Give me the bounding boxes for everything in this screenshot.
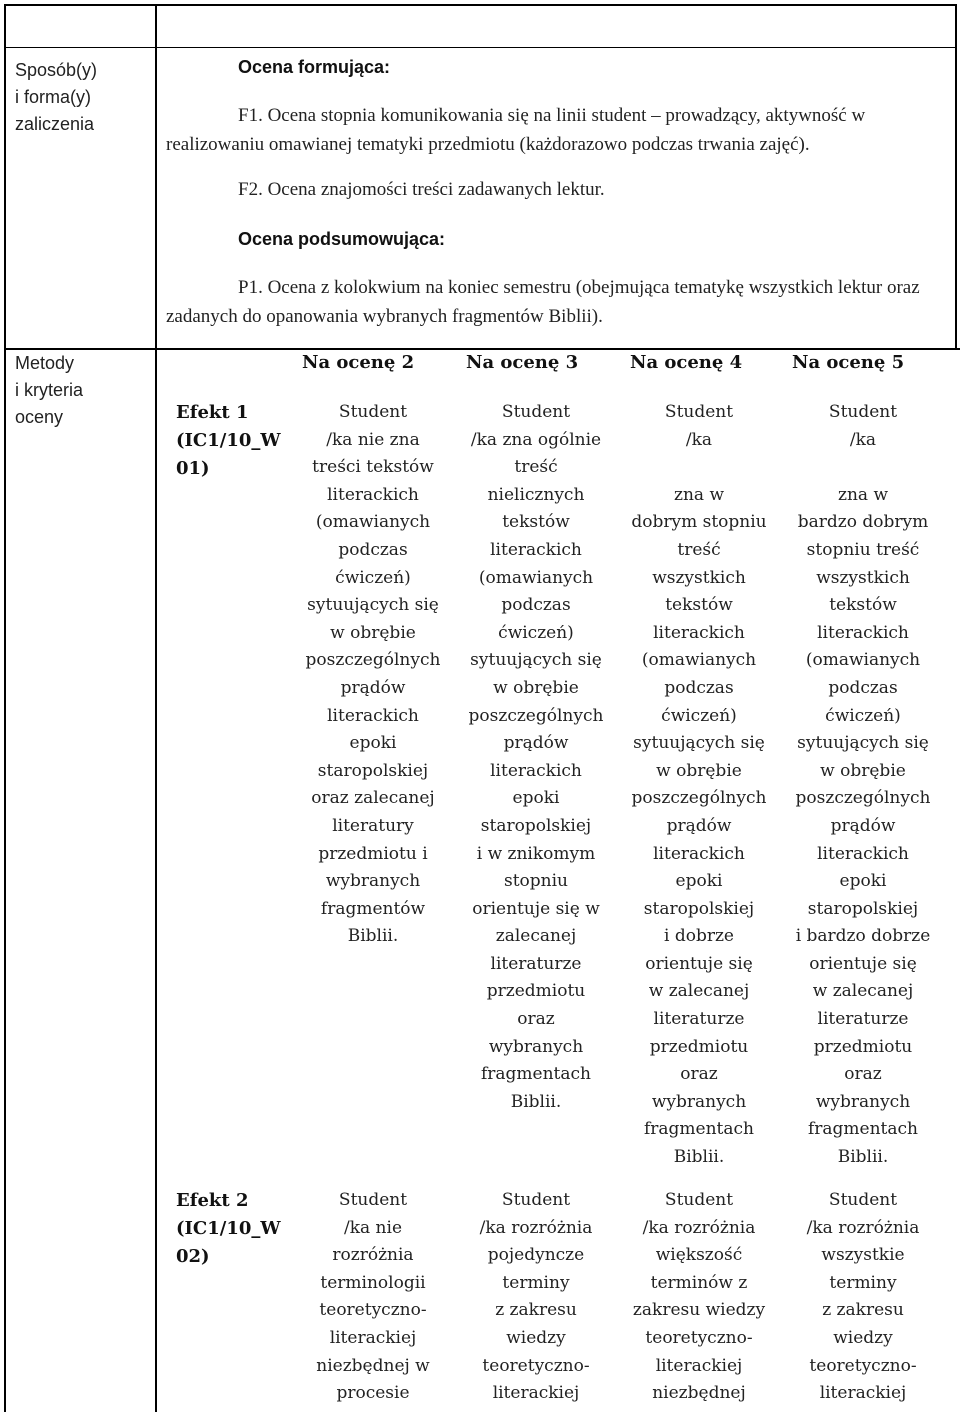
efekt-1-grade-5-criteria: Student /ka zna w bardzo dobrym stopniu treść wszystkich tekstów literackich (omawianych podczas ćwiczeń) sytuujących się w obrębie poszczególnych prądów literackich epoki staropolskiej i bardzo dobrze orientuje się w zalecanej literaturze przedmiotu oraz wybranych fragmentach Biblii.: [795, 402, 931, 1168]
right-border: [955, 4, 957, 348]
efekt-2-grade-2-criteria: Student /ka nie rozróżnia terminologii teoretyczno- literackiej niezbędnej w procesie: [316, 1190, 430, 1404]
efekt-2-label: Efekt 2 (IC1/10_W 02): [176, 1190, 281, 1267]
methods-criteria-label: Metody i kryteria oceny: [15, 353, 84, 427]
left-border: [4, 4, 6, 1412]
efekt-1-grade-2-criteria: Student /ka nie zna treści tekstów literackich (omawianych podczas ćwiczeń) sytuujących się w obrębie poszczególnych prądów literackich epoki staropolskiej oraz zalecanej literatury przedmiotu i wybranych fragmentów Biblii.: [305, 402, 441, 947]
efekt-1-grade-4-criteria: Student /ka zna w dobrym stopniu treść wszystkich tekstów literackich (omawianych podczas ćwiczeń) sytuujących się w obrębie poszczególnych prądów literackich epoki staropolskiej i dobrze orientuje się w zalecanej literaturze przedmiotu oraz wybranych fragmentach Biblii.: [631, 402, 767, 1168]
efekt-1-label: Efekt 1 (IC1/10_W 01): [176, 402, 281, 479]
assessment-method-label: Sposób(y) i forma(y) zaliczenia: [15, 60, 98, 134]
grade-5-header: Na ocenę 5: [792, 352, 905, 373]
efekt-2-grade-5-criteria: Student /ka rozróżnia wszystkie terminy z zakresu wiedzy teoretyczno- literackiej: [806, 1190, 920, 1404]
efekt-1-grade-3-criteria: Student /ka zna ogólnie treść nielicznych tekstów literackich (omawianych podczas ćwiczeń) sytuujących się w obrębie poszczególnych prądów literackich epoki staropolskiej i w znikomym stopniu orientuje się w zalecanej literaturze przedmiotu oraz wybranych fragmentach Biblii.: [468, 402, 604, 1112]
header-row-divider: [4, 47, 956, 48]
formative-assessment-heading: Ocena formująca:: [238, 57, 391, 77]
grade-4-header: Na ocenę 4: [630, 352, 743, 373]
formative-f1-text: F1. Ocena stopnia komunikowania się na linii student – prowadzący, aktywność w realizowaniu omawianej tematyki przedmiotu (każdorazowo podczas trwania zajęć).: [166, 105, 866, 155]
formative-f2-text: F2. Ocena znajomości treści zadawanych lektur.: [238, 179, 605, 200]
summative-assessment-heading: Ocena podsumowująca:: [238, 229, 446, 249]
grade-3-header: Na ocenę 3: [466, 352, 579, 373]
label-column-divider: [155, 4, 157, 1412]
grade-2-header: Na ocenę 2: [302, 352, 415, 373]
efekt-2-grade-3-criteria: Student /ka rozróżnia pojedyncze terminy z zakresu wiedzy teoretyczno- literackiej: [479, 1190, 593, 1404]
top-border: [4, 4, 956, 6]
summative-p1-text: P1. Ocena z kolokwium na koniec semestru (obejmująca tematykę wszystkich lektur oraz zadanych do opanowania wybranych fragmentów Biblii).: [166, 277, 920, 327]
efekt-2-grade-4-criteria: Student /ka rozróżnia większość terminów z zakresu wiedzy teoretyczno- literackiej niezbędnej: [632, 1190, 766, 1404]
